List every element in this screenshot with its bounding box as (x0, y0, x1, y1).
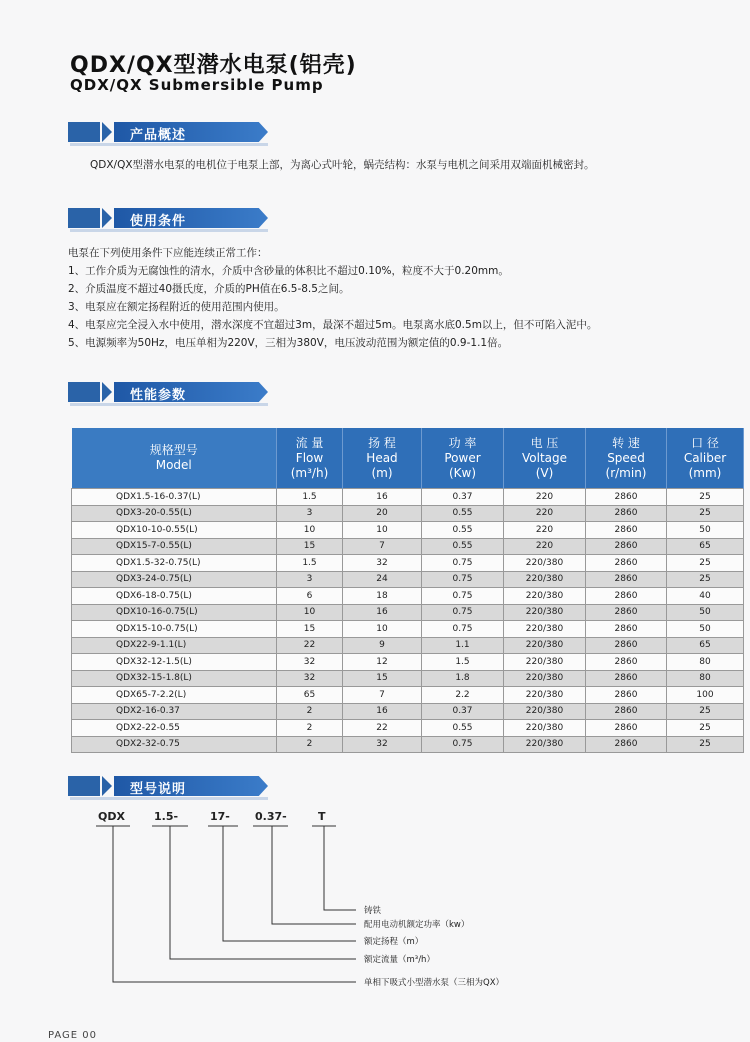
table-cell: 32 (277, 670, 343, 687)
condition-item: 2、介质温度不超过40摄氏度，介质的PH值在6.5-8.5之间。 (68, 283, 350, 295)
condition-item: 4、电泵应完全浸入水中使用，潜水深度不宜超过3m，最深不超过5m。电泵离水底0.5m以上，但不可陷入泥中。 (68, 319, 598, 331)
table-row (72, 703, 744, 720)
table-cell: 25 (667, 489, 744, 506)
overview-text: QDX/QX型潜水电泵的电机位于电泵上部，为离心式叶轮，蜗壳结构：水泵与电机之间采用双端面机械密封。 (90, 159, 595, 171)
table-cell: 220 (504, 522, 586, 539)
table-cell: 40 (667, 588, 744, 605)
column-header: 扬 程 Head (m) (343, 428, 422, 489)
section-heading: 型号说明 (130, 782, 187, 797)
table-cell: 0.55 (422, 720, 504, 737)
table-cell: 15 (277, 621, 343, 638)
table-cell: 0.75 (422, 621, 504, 638)
table-row (72, 522, 744, 539)
table-cell: 3 (277, 571, 343, 588)
table-cell: 2860 (586, 489, 667, 506)
table-row (72, 670, 744, 687)
table-cell: 25 (667, 555, 744, 572)
table-row (72, 654, 744, 671)
model-code-part: T (318, 810, 326, 823)
table-cell: 22 (277, 637, 343, 654)
table-cell: 220 (504, 489, 586, 506)
table-cell: 2860 (586, 522, 667, 539)
table-cell: 2 (277, 720, 343, 737)
table-row (72, 571, 744, 588)
table-cell: 0.55 (422, 538, 504, 555)
table-cell: 65 (667, 538, 744, 555)
table-cell: 2860 (586, 637, 667, 654)
table-cell: 2860 (586, 571, 667, 588)
table-cell: 2 (277, 736, 343, 753)
table-cell: 7 (343, 538, 422, 555)
table-cell: 80 (667, 654, 744, 671)
section-header-performance (68, 382, 268, 402)
table-cell: 0.75 (422, 588, 504, 605)
table-cell: 220 (504, 538, 586, 555)
table-cell: 0.75 (422, 571, 504, 588)
table-row (72, 736, 744, 753)
column-header: 功 率 Power (Kw) (422, 428, 504, 489)
table-body (72, 489, 744, 753)
table-cell: 0.75 (422, 604, 504, 621)
table-cell: 25 (667, 736, 744, 753)
table-cell: 0.55 (422, 522, 504, 539)
table-cell: 1.5 (422, 654, 504, 671)
table-cell: 220/380 (504, 736, 586, 753)
table-cell: 220/380 (504, 720, 586, 737)
table-cell: 2860 (586, 654, 667, 671)
table-cell: 16 (343, 703, 422, 720)
section-heading: 使用条件 (130, 214, 187, 229)
table-cell: 10 (277, 522, 343, 539)
table-cell: 10 (343, 621, 422, 638)
table-cell: QDX65-7-2.2(L) (72, 687, 277, 704)
table-cell: 1.8 (422, 670, 504, 687)
table-cell: QDX22-9-1.1(L) (72, 637, 277, 654)
table-cell: 2860 (586, 505, 667, 522)
table-cell: 220 (504, 505, 586, 522)
performance-table (71, 428, 744, 753)
table-cell: 32 (343, 555, 422, 572)
table-cell: 220/380 (504, 571, 586, 588)
table-cell: 32 (343, 736, 422, 753)
table-cell: 220/380 (504, 654, 586, 671)
conditions-intro: 电泵在下列使用条件下应能连续正常工作： (68, 247, 268, 259)
model-code-part: 1.5- (154, 810, 179, 823)
table-cell: 0.37 (422, 489, 504, 506)
table-cell: QDX2-22-0.55 (72, 720, 277, 737)
table-cell: 2860 (586, 604, 667, 621)
table-cell: 1.1 (422, 637, 504, 654)
table-cell: 24 (343, 571, 422, 588)
table-cell: 50 (667, 621, 744, 638)
table-cell: 22 (343, 720, 422, 737)
table-cell: 25 (667, 720, 744, 737)
table-cell: 18 (343, 588, 422, 605)
model-code-lines (90, 810, 550, 1000)
table-cell: 220/380 (504, 604, 586, 621)
table-cell: 0.37 (422, 703, 504, 720)
column-header: 电 压 Voltage (V) (504, 428, 586, 489)
table-cell: 25 (667, 571, 744, 588)
table-cell: 2.2 (422, 687, 504, 704)
condition-item: 3、电泵应在额定扬程附近的使用范围内使用。 (68, 301, 285, 313)
table-cell: 2860 (586, 670, 667, 687)
table-row (72, 621, 744, 638)
table-cell: 2860 (586, 555, 667, 572)
section-header-conditions (68, 208, 268, 228)
condition-item: 1、工作介质为无腐蚀性的清水，介质中含砂量的体积比不超过0.10%，粒度不大于0.20mm。 (68, 265, 509, 277)
table-cell: QDX10-10-0.55(L) (72, 522, 277, 539)
table-cell: QDX15-10-0.75(L) (72, 621, 277, 638)
column-header: 转 速 Speed (r/min) (586, 428, 667, 489)
table-cell: 80 (667, 670, 744, 687)
table-cell: 2860 (586, 703, 667, 720)
table-cell: 2860 (586, 687, 667, 704)
table-row (72, 538, 744, 555)
table-cell: QDX2-16-0.37 (72, 703, 277, 720)
table-cell: 1.5 (277, 555, 343, 572)
condition-item: 5、电源频率为50Hz，电压单相为220V，三相为380V，电压波动范围为额定值的0.9-1.1倍。 (68, 337, 509, 349)
table-header-row (72, 428, 744, 489)
table-cell: 16 (343, 489, 422, 506)
table-cell: 2860 (586, 736, 667, 753)
table-cell: 32 (277, 654, 343, 671)
table-row (72, 720, 744, 737)
table-cell: QDX3-24-0.75(L) (72, 571, 277, 588)
column-header: 流 量 Flow (m³/h) (277, 428, 343, 489)
model-code-diagram (90, 810, 550, 1000)
table-cell: 3 (277, 505, 343, 522)
table-row (72, 637, 744, 654)
model-code-part: 17- (210, 810, 230, 823)
table-cell: 220/380 (504, 637, 586, 654)
table-cell: 25 (667, 505, 744, 522)
table-cell: QDX1.5-32-0.75(L) (72, 555, 277, 572)
table-cell: 220/380 (504, 687, 586, 704)
section-heading: 产品概述 (130, 128, 187, 143)
table-cell: 100 (667, 687, 744, 704)
model-code-part: QDX (98, 810, 125, 823)
table-cell: QDX1.5-16-0.37(L) (72, 489, 277, 506)
table-cell: 0.75 (422, 555, 504, 572)
page-title: QDX/QX型潜水电泵(铝壳) (70, 53, 357, 78)
table-cell: 50 (667, 522, 744, 539)
table-cell: 25 (667, 703, 744, 720)
model-code-desc: 铸铁 (364, 906, 382, 916)
table-cell: QDX2-32-0.75 (72, 736, 277, 753)
table-cell: QDX32-12-1.5(L) (72, 654, 277, 671)
table-cell: 65 (667, 637, 744, 654)
table-cell: 20 (343, 505, 422, 522)
section-heading: 性能参数 (130, 388, 187, 403)
table-row (72, 505, 744, 522)
model-code-desc: 额定扬程（m） (364, 937, 424, 947)
table-cell: 10 (277, 604, 343, 621)
model-code-part: 0.37- (255, 810, 287, 823)
table-cell: 10 (343, 522, 422, 539)
table-cell: 1.5 (277, 489, 343, 506)
table-cell: 220/380 (504, 703, 586, 720)
table-cell: 0.55 (422, 505, 504, 522)
table-cell: 50 (667, 604, 744, 621)
table-cell: 15 (277, 538, 343, 555)
table-row (72, 687, 744, 704)
table-cell: 220/380 (504, 555, 586, 572)
section-header-overview (68, 122, 268, 142)
table-cell: 15 (343, 670, 422, 687)
table-cell: 9 (343, 637, 422, 654)
model-code-desc: 额定流量（m³/h） (364, 955, 435, 965)
table-row (72, 489, 744, 506)
table-cell: QDX15-7-0.55(L) (72, 538, 277, 555)
section-header-model-explain (68, 776, 268, 796)
table-cell: 0.75 (422, 736, 504, 753)
table-cell: QDX6-18-0.75(L) (72, 588, 277, 605)
column-header: 口 径 Caliber (mm) (667, 428, 744, 489)
page-subtitle: QDX/QX Submersible Pump (70, 76, 324, 94)
table-cell: 220/380 (504, 588, 586, 605)
table-cell: QDX32-15-1.8(L) (72, 670, 277, 687)
table-cell: 2 (277, 703, 343, 720)
table-cell: 2860 (586, 588, 667, 605)
model-code-desc: 单相下吸式小型潜水泵（三相为QX） (364, 978, 505, 988)
table-cell: 220/380 (504, 670, 586, 687)
table-row (72, 604, 744, 621)
table-row (72, 555, 744, 572)
table-cell: 2860 (586, 621, 667, 638)
table-cell: QDX10-16-0.75(L) (72, 604, 277, 621)
table-cell: 6 (277, 588, 343, 605)
column-header: 规格型号 Model (72, 428, 277, 489)
table-cell: 7 (343, 687, 422, 704)
table-cell: 2860 (586, 720, 667, 737)
table-cell: 12 (343, 654, 422, 671)
table-cell: QDX3-20-0.55(L) (72, 505, 277, 522)
table-cell: 220/380 (504, 621, 586, 638)
table-cell: 16 (343, 604, 422, 621)
page-number: PAGE 00 (48, 1030, 98, 1041)
table-row (72, 588, 744, 605)
model-code-desc: 配用电动机额定功率（kw） (364, 920, 470, 930)
table-cell: 65 (277, 687, 343, 704)
table-cell: 2860 (586, 538, 667, 555)
